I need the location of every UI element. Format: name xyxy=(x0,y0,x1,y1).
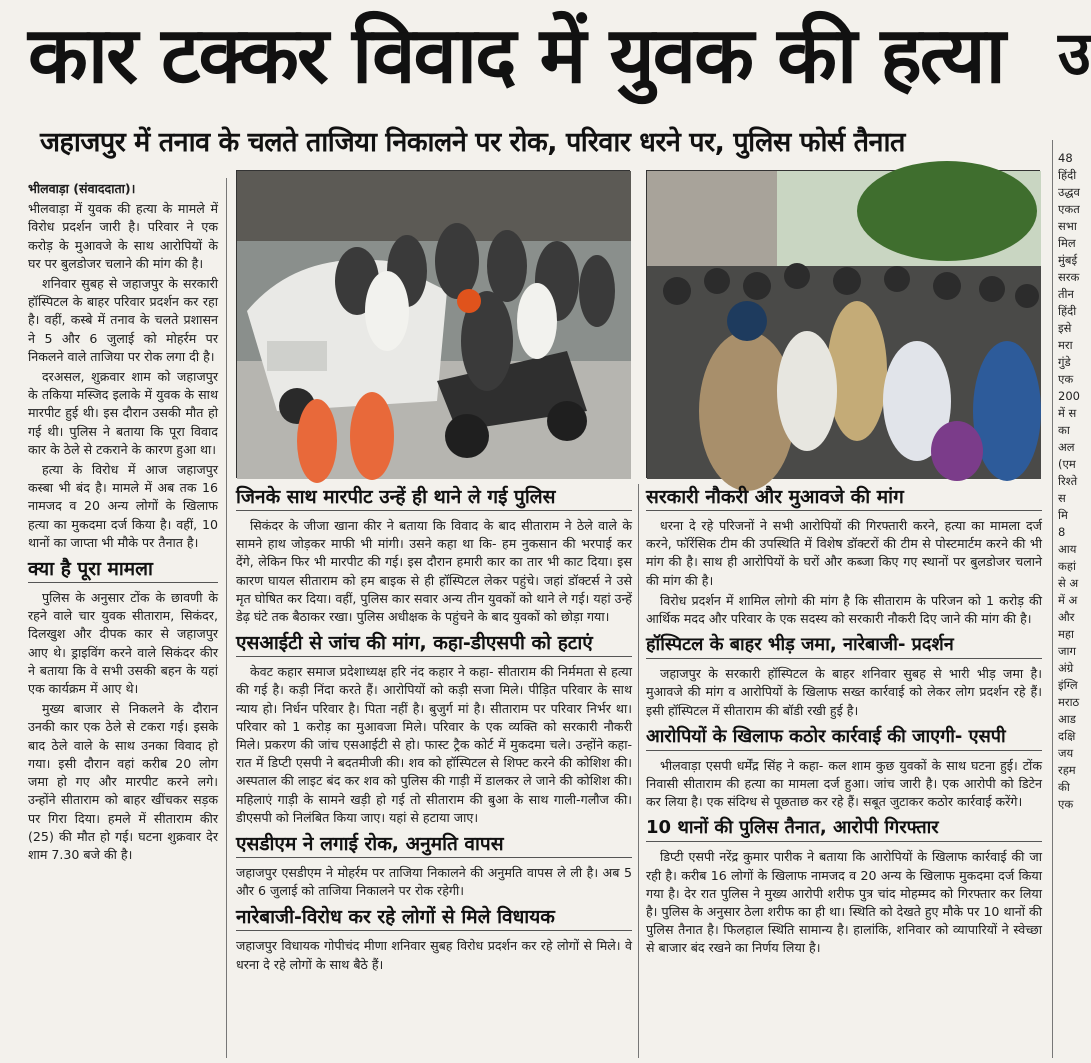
strip-fragment: 48 xyxy=(1058,151,1073,165)
left-paragraph-2: शनिवार सुबह से जहाजपुर के सरकारी हॉस्पिटल के बाहर परिवार प्रदर्शन कर रहा है। वहीं, कस्बे में तनाव के चलते प्रशासन ने 5 और 6 जुलाई को मोहर्रम पर निकलने वाले ताजिया पर रोक लगा दी है। xyxy=(28,276,218,364)
right-paragraph-2: विरोध प्रदर्शन में शामिल लोगो की मांग है कि सीताराम के परिजन को 1 करोड़ की आर्थिक मदद और परिवार के एक सदस्य को सरकारी नौकरी दिए जाने की मांग की है। xyxy=(646,592,1042,627)
strip-fragment: रहम xyxy=(1058,763,1076,777)
strip-fragment: सभा xyxy=(1058,219,1077,233)
strip-fragment: इसे xyxy=(1058,321,1072,335)
strip-fragment: एक xyxy=(1058,372,1074,386)
headline: कार टक्कर विवाद में युवक की हत्या xyxy=(28,11,1004,101)
left-paragraph-5: पुलिस के अनुसार टोंक के छावणी के रहने वाले चार युवक सीताराम, सिकंदर, दिलखुश और दीपक कार से जहाजपुर आए थे। ड्राइविंग करने वाले सिकंदर कीर ने बताया कि वे सभी उसकी बहन के यहां एक कार्यक्रम में आए थे। xyxy=(28,590,218,697)
strip-fragment: में स xyxy=(1058,406,1077,420)
middle-column xyxy=(236,484,632,1063)
right-column xyxy=(646,484,1042,1063)
middle-paragraph-4: जहाजपुर विधायक गोपीचंद मीणा शनिवार सुबह विरोध प्रदर्शन कर रहे लोगों से मिले। वे धरना दे रहे लोगों के साथ बैठे हैं। xyxy=(236,938,632,972)
byline: भीलवाड़ा (संवाददाता)। xyxy=(28,181,136,196)
column-divider xyxy=(1052,140,1053,1058)
section-title-sit: एसआईटी से जांच की मांग, कहा-डीएसपी को हटाएं xyxy=(236,630,632,657)
adjacent-article-strip xyxy=(1058,150,1080,1063)
column-divider xyxy=(638,484,639,1058)
section-title-sdm: एसडीएम ने लगाई रोक, अनुमति वापस xyxy=(236,831,632,858)
photo-street-scuffle xyxy=(236,170,630,478)
section-title-naukri: सरकारी नौकरी और मुआवजे की मांग xyxy=(646,484,1042,511)
section-title-sp: आरोपियों के खिलाफ कठोर कार्रवाई की जाएगी- एसपी xyxy=(646,724,1042,751)
subheadline: जहाजपुर में तनाव के चलते ताजिया निकालने पर रोक, परिवार धरने पर, पुलिस फोर्स तैनात xyxy=(40,127,905,158)
strip-fragment: अंग्रे xyxy=(1058,661,1074,675)
strip-fragment: आड xyxy=(1058,712,1076,726)
right-paragraph-1: धरना दे रहे परिजनों ने सभी आरोपियों की गिरफ्तारी करने, हत्या का मामला दर्ज करने, फॉरेंसिक टीम की उपस्थिति में विशेष डॉक्टरों की टीम से पोस्टमार्टम करने की भी मांग की है। साथ ही आरोपियों के घरों और कब्जा किए गए स्थानों पर बुलडोजर चलाने की मांग की है। xyxy=(646,518,1042,588)
column-divider xyxy=(226,178,227,1058)
strip-fragment: हिंदी xyxy=(1058,168,1077,182)
strip-fragment: एक xyxy=(1058,797,1074,811)
strip-fragment: महा xyxy=(1058,627,1074,641)
right-paragraph-4: भीलवाड़ा एसपी धर्मेंद्र सिंह ने कहा- कल शाम कुछ युवकों के साथ घटना हुई। टोंक निवासी सीताराम की हत्या का मामला दर्ज हुआ। जांच जारी है। एक आरोपी को डिटेन कर लिया है। एक संदिग्ध से पूछताछ कर रहे हैं। सबूत जुटाकर कठोर कार्रवाई करेंगे। xyxy=(646,757,1042,810)
right-paragraph-3: जहाजपुर के सरकारी हॉस्पिटल के बाहर शनिवार सुबह से भारी भीड़ जमा है। मुआवजे की मांग व आरोपियों के खिलाफ सख्त कार्रवाई को लेकर लोग प्रदर्शन रहे हैं। इसी हॉस्पिटल में सीताराम की बॉडी रखी हुई है। xyxy=(646,666,1042,718)
strip-fragment: और xyxy=(1058,610,1075,624)
strip-fragment: इंग्लि xyxy=(1058,678,1078,692)
section-title-police: जिनके साथ मारपीट उन्हें ही थाने ले गई पुलिस xyxy=(236,484,632,511)
strip-fragment: की xyxy=(1058,780,1070,794)
left-paragraph-6: मुख्य बाजार से निकलने के दौरान उनकी कार एक ठेले से टकरा गई। इसके बाद ठेले वाले के साथ उनका विवाद हो गया। इसी दौरान वहां करीब 20 लोग जमा हो गए और मारपीट करने लगे। उन्होंने सीताराम को बाहर खींचकर सड़क पर गिरा दिया। हमले में सीताराम कीर (25) की मौत हो गई। घटना शुक्रवार देर शाम 7.30 बजे की है। xyxy=(28,701,218,862)
left-column xyxy=(28,180,218,1063)
strip-fragment: (एम xyxy=(1058,457,1076,471)
middle-paragraph-3: जहाजपुर एसडीएम ने मोहर्रम पर ताजिया निकालने की अनुमति वापस ले ली है। अब 5 और 6 जुलाई को ताजिया निकालने पर रोक रहेगी। xyxy=(236,865,632,899)
strip-fragment: मिल xyxy=(1058,236,1076,250)
strip-fragment: 8 xyxy=(1058,525,1066,539)
strip-fragment: में अ xyxy=(1058,593,1078,607)
left-paragraph-4: हत्या के विरोध में आज जहाजपुर कस्बा भी बंद है। मामले में अब तक 16 नामजद व 20 अन्य लोगों के खिलाफ हत्या का मुकदमा दर्ज किया है। वहीं, 10 थानों का जाप्ता भी मौके पर तैनात है। xyxy=(28,462,218,550)
strip-fragment: का xyxy=(1058,423,1070,437)
adjacent-headline-fragment: उ xyxy=(1058,19,1091,89)
strip-fragment: तीन xyxy=(1058,287,1074,301)
strip-fragment: गुंडे xyxy=(1058,355,1071,369)
strip-fragment: सरक xyxy=(1058,270,1080,284)
strip-fragment: से अ xyxy=(1058,576,1079,590)
strip-fragment: मुंबई xyxy=(1058,253,1078,267)
strip-fragment: उद्धव xyxy=(1058,185,1080,199)
strip-fragment: मि xyxy=(1058,508,1068,522)
strip-fragment: मरा xyxy=(1058,338,1073,352)
strip-fragment: जाग xyxy=(1058,644,1076,658)
right-paragraph-5: डिप्टी एसपी नरेंद्र कुमार पारीक ने बताया कि आरोपियों के खिलाफ कार्रवाई की जा रही है। करीब 16 लोगों के खिलाफ नामजद व 20 अन्य के खिलाफ मुकदमा दर्ज किया गया है। देर रात पुलिस ने मुख्य आरोपी शरीफ पुत्र चांद मोहम्मद को गिरफ्तार कर लिया है। पुलिस के अनुसार ठेला शरीफ का ही था। स्थिति को देखते हुए मौके पर 10 थानों की पुलिस तैनात है। फिलहाल स्थिति सामान्य है। हालांकि, शनिवार को व्यापारियों ने स्वेच्छा से बाजार बंद रखने का निर्णय लिया है। xyxy=(646,849,1042,956)
section-title-hospital: हॉस्पिटल के बाहर भीड़ जमा, नारेबाजी- प्रदर्शन xyxy=(646,632,1042,659)
middle-paragraph-1: सिकंदर के जीजा खाना कीर ने बताया कि विवाद के बाद सीताराम ने ठेले वाले के सामने हाथ जोड़कर माफी भी मांगी। उसने कहा था कि- हम नुकसान की भरपाई कर देंगे, लेकिन फिर भी मारपीट की गई। इस दौरान हमारी कार का तार भी काट दिया। इस कारण घायल सीताराम को हम बाइक से ही हॉस्पिटल लेकर पहुंचे। जहां डॉक्टर्स ने उसे मृत घोषित कर दिया। वहीं, पुलिस कार सवार अन्य तीन युवकों को थाने ले गई। यहां उन्हें डेढ़ घंटे तक बैठाकर रखा। पुलिस अधीक्षक के पहुंचने के बाद युवकों को छोड़ा गया। xyxy=(236,518,632,625)
strip-fragment: कहां xyxy=(1058,559,1076,573)
strip-fragment: दक्षि xyxy=(1058,729,1076,743)
strip-fragment: हिंदी xyxy=(1058,304,1077,318)
strip-fragment: आय xyxy=(1058,542,1077,556)
strip-fragment: एकत xyxy=(1058,202,1080,216)
strip-fragment: स xyxy=(1058,491,1066,505)
section-title-mla: नारेबाजी-विरोध कर रहे लोगों से मिले विधायक xyxy=(236,904,632,931)
strip-fragment: 200 xyxy=(1058,389,1080,403)
strip-fragment: मराठ xyxy=(1058,695,1080,709)
strip-fragment: अल xyxy=(1058,440,1075,454)
photo-protest-crowd xyxy=(646,170,1040,478)
middle-paragraph-2: केवट कहार समाज प्रदेशाध्यक्ष हरि नंद कहार ने कहा- सीताराम की निर्ममता से हत्या की गई है। कड़ी निंदा करते हैं। आरोपियों को कड़ी सजा मिले। पीड़ित परिवार के साथ न्याय हो। निर्धन परिवार है। पिता नहीं है। बुजुर्ग मां है। सीताराम पर परिवार निर्भर था। परिवार को 1 करोड़ का मुआवजा मिले। परिवार के एक व्यक्ति को सरकारी नौकरी मिले। प्रकरण की जांच एसआईटी से हो। फास्ट ट्रैक कोर्ट में मुकदमा चले। उन्होंने कहा- रात में डिप्टी एसपी ने बदतमीजी की। शव को हॉस्पिटल से शिफ्ट करने की कोशिश की। अस्पताल की लाइट बंद कर शव को पुलिस की गाड़ी में डालकर ले जाने की कोशिश की। महिलाएं गाड़ी के सामने खड़ी हो गई तो सीताराम की बुआ के साथ गाली-गलौज की। डीएसपी को निलंबित किया जाए। यहां से हटाया जाए। xyxy=(236,664,632,825)
strip-fragment: जय xyxy=(1058,746,1074,760)
section-title-kya-hai: क्या है पूरा मामला xyxy=(28,556,218,583)
strip-fragment: रिश्ते xyxy=(1058,474,1078,488)
left-paragraph-3: दरअसल, शुक्रवार शाम को जहाजपुर के तकिया मस्जिद इलाके में युवक के साथ मारपीट हुई थी। इस दौरान उसकी मौत हो गई थी। पुलिस ने बताया कि पूरा विवाद कार के ठेले से टकराने के कारण हुआ था। xyxy=(28,369,218,457)
section-title-arrest: 10 थानों की पुलिस तैनात, आरोपी गिरफ्तार xyxy=(646,815,1042,842)
left-paragraph-1: भीलवाड़ा में युवक की हत्या के मामले में विरोध प्रदर्शन जारी है। परिवार ने एक करोड़ के मुआवजे के साथ आरोपियों के घर पर बुलडोजर चलाने की मांग की है। xyxy=(28,201,218,271)
